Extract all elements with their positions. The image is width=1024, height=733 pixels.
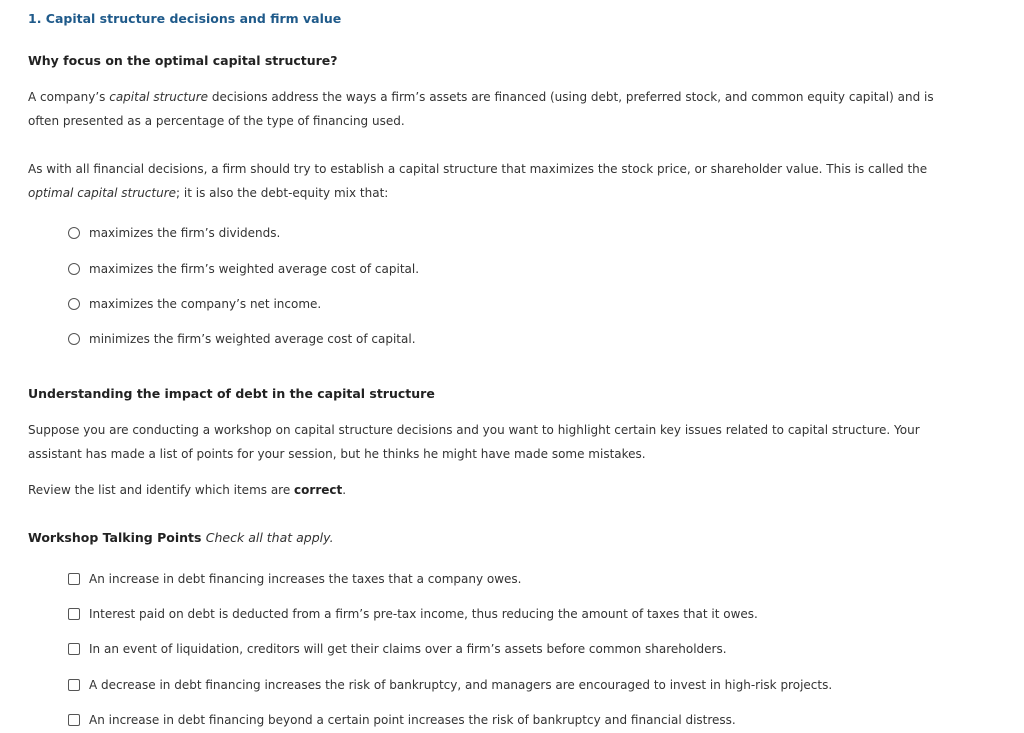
radio-button[interactable] (68, 333, 80, 345)
radio-option[interactable] (68, 332, 416, 346)
radio-option[interactable] (68, 262, 419, 276)
radio-button[interactable] (68, 298, 80, 310)
instruction-text-end: . (342, 483, 347, 497)
radio-option-label: minimizes the firm’s weighted average cost of capital. (89, 332, 416, 346)
checkbox-option-label: Interest paid on debt is deducted from a firm’s pre-tax income, thus reducing the amount of taxes that it owes. (89, 607, 758, 621)
radio-option-label: maximizes the company’s net income. (89, 297, 322, 311)
radio-button[interactable] (68, 263, 80, 275)
checkbox-option[interactable] (68, 678, 832, 692)
radio-option-label: maximizes the firm’s dividends. (89, 226, 281, 240)
optimal-structure-heading: Why focus on the optimal capital structure? (28, 53, 338, 68)
optimal-structure-question (28, 157, 958, 205)
checkbox-option-label: A decrease in debt financing increases the risk of bankruptcy, and managers are encouraged to invest in high-risk projects. (89, 678, 833, 692)
check-all-hint: Check all that apply. (205, 530, 334, 545)
checkbox-option[interactable] (68, 713, 736, 727)
question-text-start: As with all financial decisions, a firm should try to establish a capital structure that maximizes the stock price, or shareholder value. This is called the (28, 162, 928, 176)
checkbox[interactable] (68, 643, 80, 655)
section-title: 1. Capital structure decisions and firm value (28, 11, 342, 26)
intro-text-end: decisions address the ways a firm’s assets are financed (using debt, preferred stock, and common equity capital) and is often presented as a percentage of the type of financing used. (28, 90, 934, 128)
capital-structure-term: capital structure (109, 90, 209, 104)
correct-emphasis: correct (294, 483, 343, 497)
workshop-scenario: Suppose you are conducting a workshop on capital structure decisions and you want to highlight certain key issues related to capital structure. Your assistant has made a list of points for your session, but he thinks he might have made some mistakes. (28, 423, 920, 461)
checkbox-option-label: In an event of liquidation, creditors will get their claims over a firm’s assets before common shareholders. (89, 642, 727, 656)
question-text-end: ; it is also the debt-equity mix that: (176, 186, 389, 200)
checkbox-option[interactable] (68, 607, 758, 621)
checkbox-option[interactable] (68, 572, 521, 586)
talking-points-title (28, 530, 334, 545)
optimal-structure-term: optimal capital structure (28, 186, 177, 200)
radio-option[interactable] (68, 226, 280, 240)
talking-points-label: Workshop Talking Points (28, 530, 202, 545)
radio-option-label: maximizes the firm’s weighted average cost of capital. (89, 262, 420, 276)
checkbox[interactable] (68, 608, 80, 620)
checkbox[interactable] (68, 679, 80, 691)
review-instruction (28, 478, 958, 502)
checkbox[interactable] (68, 573, 80, 585)
radio-button[interactable] (68, 227, 80, 239)
debt-impact-heading: Understanding the impact of debt in the capital structure (28, 386, 435, 401)
checkbox-option-label: An increase in debt financing beyond a certain point increases the risk of bankruptcy and financial distress. (89, 713, 736, 727)
instruction-text-start: Review the list and identify which items are (28, 483, 295, 497)
intro-text-start: A company’s (28, 90, 110, 104)
checkbox[interactable] (68, 714, 80, 726)
capital-structure-intro (28, 85, 958, 133)
checkbox-option-label: An increase in debt financing increases the taxes that a company owes. (89, 572, 522, 586)
checkbox-option[interactable] (68, 642, 727, 656)
radio-option[interactable] (68, 297, 321, 311)
